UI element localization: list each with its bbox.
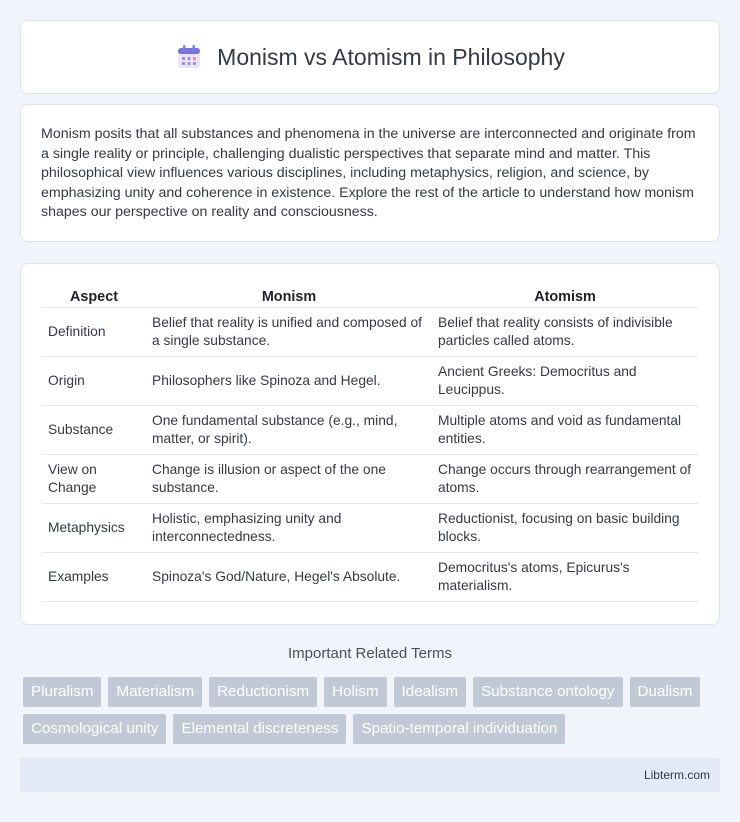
aspect-cell: Examples bbox=[42, 553, 146, 602]
atomism-cell: Democritus's atoms, Epicurus's materialism. bbox=[432, 553, 698, 602]
title-card bbox=[20, 20, 720, 94]
tag-elemental-discreteness[interactable]: Elemental discreteness bbox=[173, 714, 346, 744]
comparison-table-card bbox=[20, 263, 720, 625]
page-title: Monism vs Atomism in Philosophy bbox=[217, 43, 565, 70]
header-atomism: Atomism bbox=[432, 284, 698, 308]
tag-holism[interactable]: Holism bbox=[324, 677, 386, 707]
aspect-cell: Substance bbox=[42, 406, 146, 455]
intro-card bbox=[20, 104, 720, 242]
atomism-cell: Multiple atoms and void as fundamental entities. bbox=[432, 406, 698, 455]
table-header-row bbox=[42, 284, 698, 308]
monism-cell: Spinoza's God/Nature, Hegel's Absolute. bbox=[146, 553, 432, 602]
table-row bbox=[42, 504, 698, 553]
related-terms-title: Important Related Terms bbox=[288, 645, 452, 662]
footer-brand[interactable]: Libterm.com bbox=[643, 768, 710, 782]
atomism-cell: Ancient Greeks: Democritus and Leucippus. bbox=[432, 357, 698, 406]
tag-reductionism[interactable]: Reductionism bbox=[209, 677, 317, 707]
aspect-cell: View on Change bbox=[42, 455, 146, 504]
related-terms-list bbox=[23, 677, 723, 744]
monism-cell: Belief that reality is unified and composed of a single substance. bbox=[146, 308, 432, 357]
header-aspect: Aspect bbox=[42, 284, 146, 308]
aspect-cell: Origin bbox=[42, 357, 146, 406]
header-monism: Monism bbox=[146, 284, 432, 308]
table-row bbox=[42, 455, 698, 504]
tag-spatio-temporal-individuation[interactable]: Spatio-temporal individuation bbox=[353, 714, 565, 744]
table-row bbox=[42, 357, 698, 406]
atomism-cell: Belief that reality consists of indivisible particles called atoms. bbox=[432, 308, 698, 357]
tag-pluralism[interactable]: Pluralism bbox=[23, 677, 101, 707]
monism-cell: Change is illusion or aspect of the one substance. bbox=[146, 455, 432, 504]
tag-idealism[interactable]: Idealism bbox=[394, 677, 467, 707]
tag-cosmological-unity[interactable]: Cosmological unity bbox=[23, 714, 166, 744]
footer bbox=[20, 758, 720, 792]
comparison-table bbox=[42, 284, 698, 602]
table-row bbox=[42, 553, 698, 602]
tag-materialism[interactable]: Materialism bbox=[108, 677, 202, 707]
atomism-cell: Change occurs through rearrangement of atoms. bbox=[432, 455, 698, 504]
monism-cell: Philosophers like Spinoza and Hegel. bbox=[146, 357, 432, 406]
aspect-cell: Definition bbox=[42, 308, 146, 357]
calendar-icon bbox=[175, 43, 203, 71]
tag-substance-ontology[interactable]: Substance ontology bbox=[473, 677, 622, 707]
intro-text: Monism posits that all substances and phenomena in the universe are interconnected and originate from a single reality or principle, challenging dualistic perspectives that separate mind and matter. This philosophical view influences various disciplines, including metaphysics, religion, and science, by emphasizing unity and coherence in existence. Explore the rest of the article to understand how monism shapes our perspective on reality and consciousness. bbox=[41, 126, 696, 220]
table-row bbox=[42, 406, 698, 455]
table-row bbox=[42, 308, 698, 357]
tag-dualism[interactable]: Dualism bbox=[630, 677, 701, 707]
atomism-cell: Reductionist, focusing on basic building blocks. bbox=[432, 504, 698, 553]
aspect-cell: Metaphysics bbox=[42, 504, 146, 553]
monism-cell: One fundamental substance (e.g., mind, matter, or spirit). bbox=[146, 406, 432, 455]
monism-cell: Holistic, emphasizing unity and interconnectedness. bbox=[146, 504, 432, 553]
